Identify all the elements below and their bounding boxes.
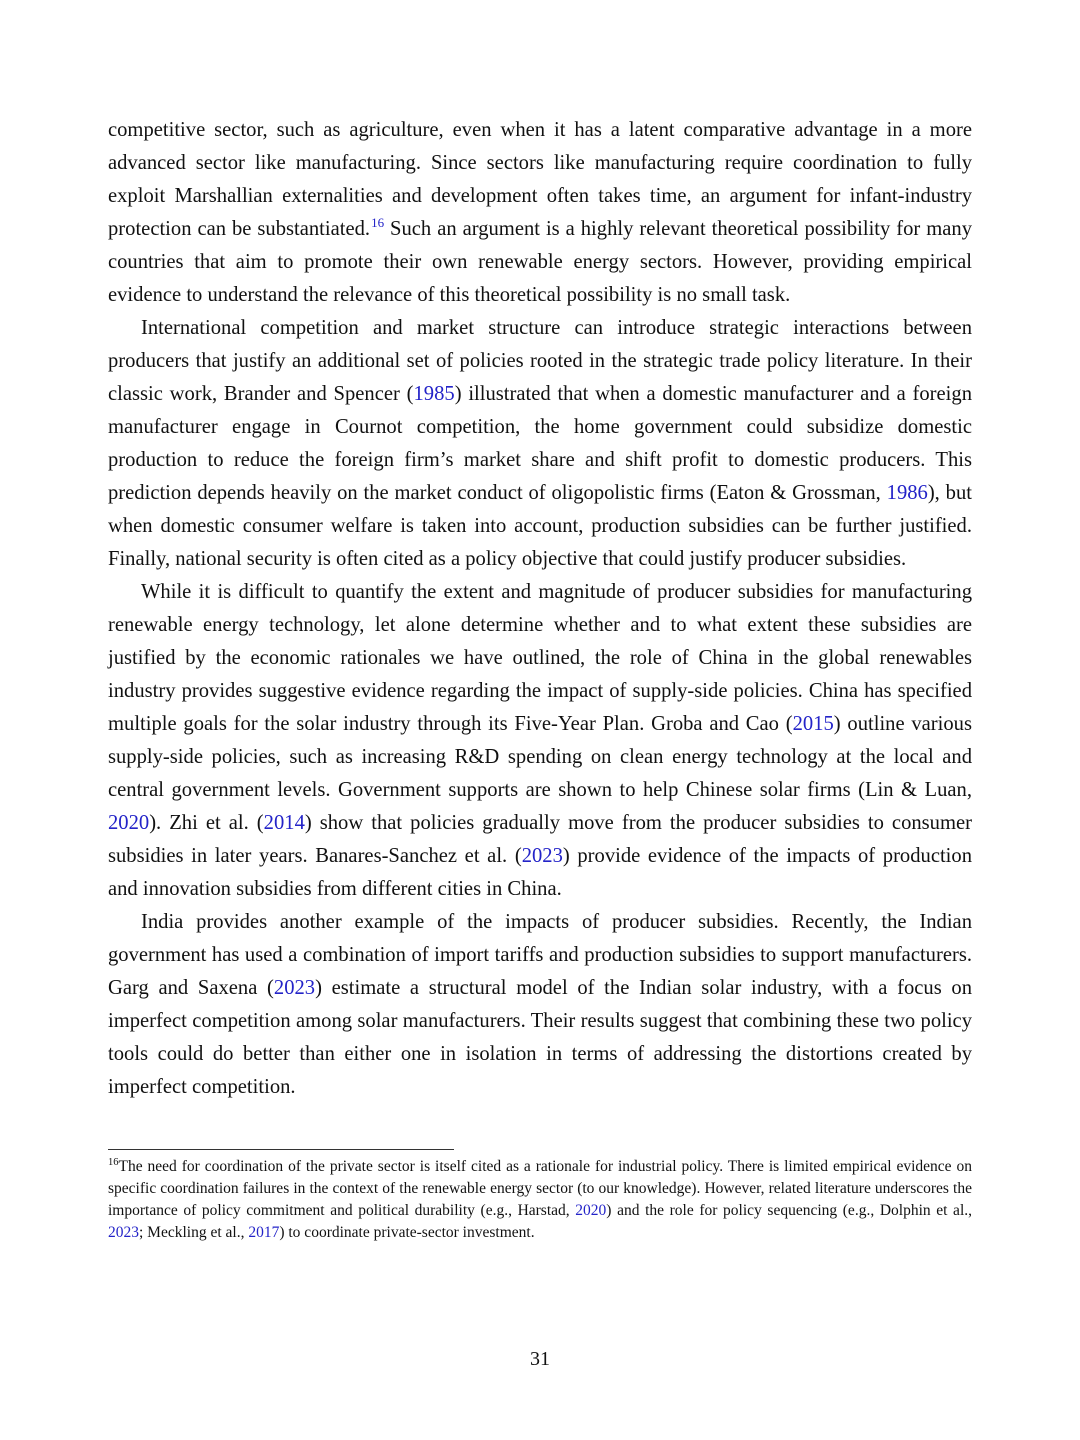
citation-link[interactable]: 1985 bbox=[413, 383, 455, 405]
paragraph: While it is difficult to quantify the extent and magnitude of producer subsidies for manufacturing renewable energy technology, let alone determine whether and to what extent these subsidies are justified by the economic rationales we have outlined, the role of China in the global renewables industry provides suggestive evidence regarding the impact of supply-side policies. China has specified multiple goals for the solar industry through its Five-Year Plan. Groba and Cao (2015) outline various supply-side policies, such as increasing R&D spending on clean energy technology at the local and central government levels. Government supports are shown to help Chinese solar firms (Lin & Luan, 2020). Zhi et al. (2014) show that policies gradually move from the producer subsidies to consumer subsidies in later years. Banares-Sanchez et al. (2023) provide evidence of the impacts of production and innovation subsidies from different cities in China. bbox=[108, 581, 972, 900]
body-text bbox=[108, 114, 972, 1104]
footnote-rule bbox=[108, 1149, 454, 1150]
footnote-number: 16 bbox=[108, 1156, 119, 1168]
citation-link[interactable]: 2014 bbox=[263, 812, 305, 834]
citation-link[interactable]: 2023 bbox=[273, 977, 316, 999]
citation-link[interactable]: 2017 bbox=[248, 1224, 280, 1241]
citation-link[interactable]: 2023 bbox=[108, 1224, 139, 1241]
footnote-reference[interactable]: 16 bbox=[371, 215, 385, 231]
citation-link[interactable]: 2020 bbox=[575, 1202, 607, 1219]
citation-link[interactable]: 1986 bbox=[886, 482, 928, 504]
citation-link[interactable]: 2015 bbox=[792, 713, 834, 735]
paragraph: India provides another example of the impacts of producer subsidies. Recently, the Indian government has used a combination of import tariffs and production subsidies to support manufacturers. Garg and Saxena (2023) estimate a structural model of the Indian solar industry, with a focus on imperfect competition among solar manufacturers. Their results suggest that combining these two policy tools could do better than either one in isolation in terms of addressing the distortions created by imperfect competition. bbox=[108, 911, 972, 1098]
citation-link[interactable]: 2020 bbox=[108, 812, 150, 834]
citation-link[interactable]: 2023 bbox=[521, 845, 563, 867]
paragraph: International competition and market structure can introduce strategic interactions between producers that justify an additional set of policies rooted in the strategic trade policy literature. In their classic work, Brander and Spencer (1985) illustrated that when a domestic manufacturer and a foreign manufacturer engage in Cournot competition, the home government could subsidize domestic production to reduce the foreign firm’s market share and shift profit to domestic producers. This prediction depends heavily on the market conduct of oligopolistic firms (Eaton & Grossman, 1986), but when domestic consumer welfare is taken into account, production subsidies can be further justified. Finally, national security is often cited as a policy objective that could justify producer subsidies. bbox=[108, 317, 972, 570]
paragraph: competitive sector, such as agriculture, even when it has a latent comparative advantage in a more advanced sector like manufacturing. Since sectors like manufacturing require coordination to fully exploit Marshallian externalities and development often takes time, an argument for infant-industry protection can be substantiated.$^{16}$ Such an argument is a highly relevant theoretical possibility for many countries that aim to promote their own renewable energy sectors. However, providing empirical evidence to understand the relevance of this theoretical possibility is no small task. bbox=[108, 119, 973, 306]
footnote bbox=[108, 1156, 972, 1244]
footnote-text: The need for coordination of the private sector is itself cited as a rationale for industrial policy. There is limited empirical evidence on specific coordination failures in the context of the renewable energy sector (to our knowledge). However, related literature underscores the importance of policy commitment and political durability (e.g., Harstad, 2020) and the role for policy sequencing (e.g., Dolphin et al., 2023; Meckling et al., 2017) to coordinate private-sector investment. bbox=[108, 1158, 972, 1241]
page-number: 31 bbox=[530, 1348, 550, 1370]
